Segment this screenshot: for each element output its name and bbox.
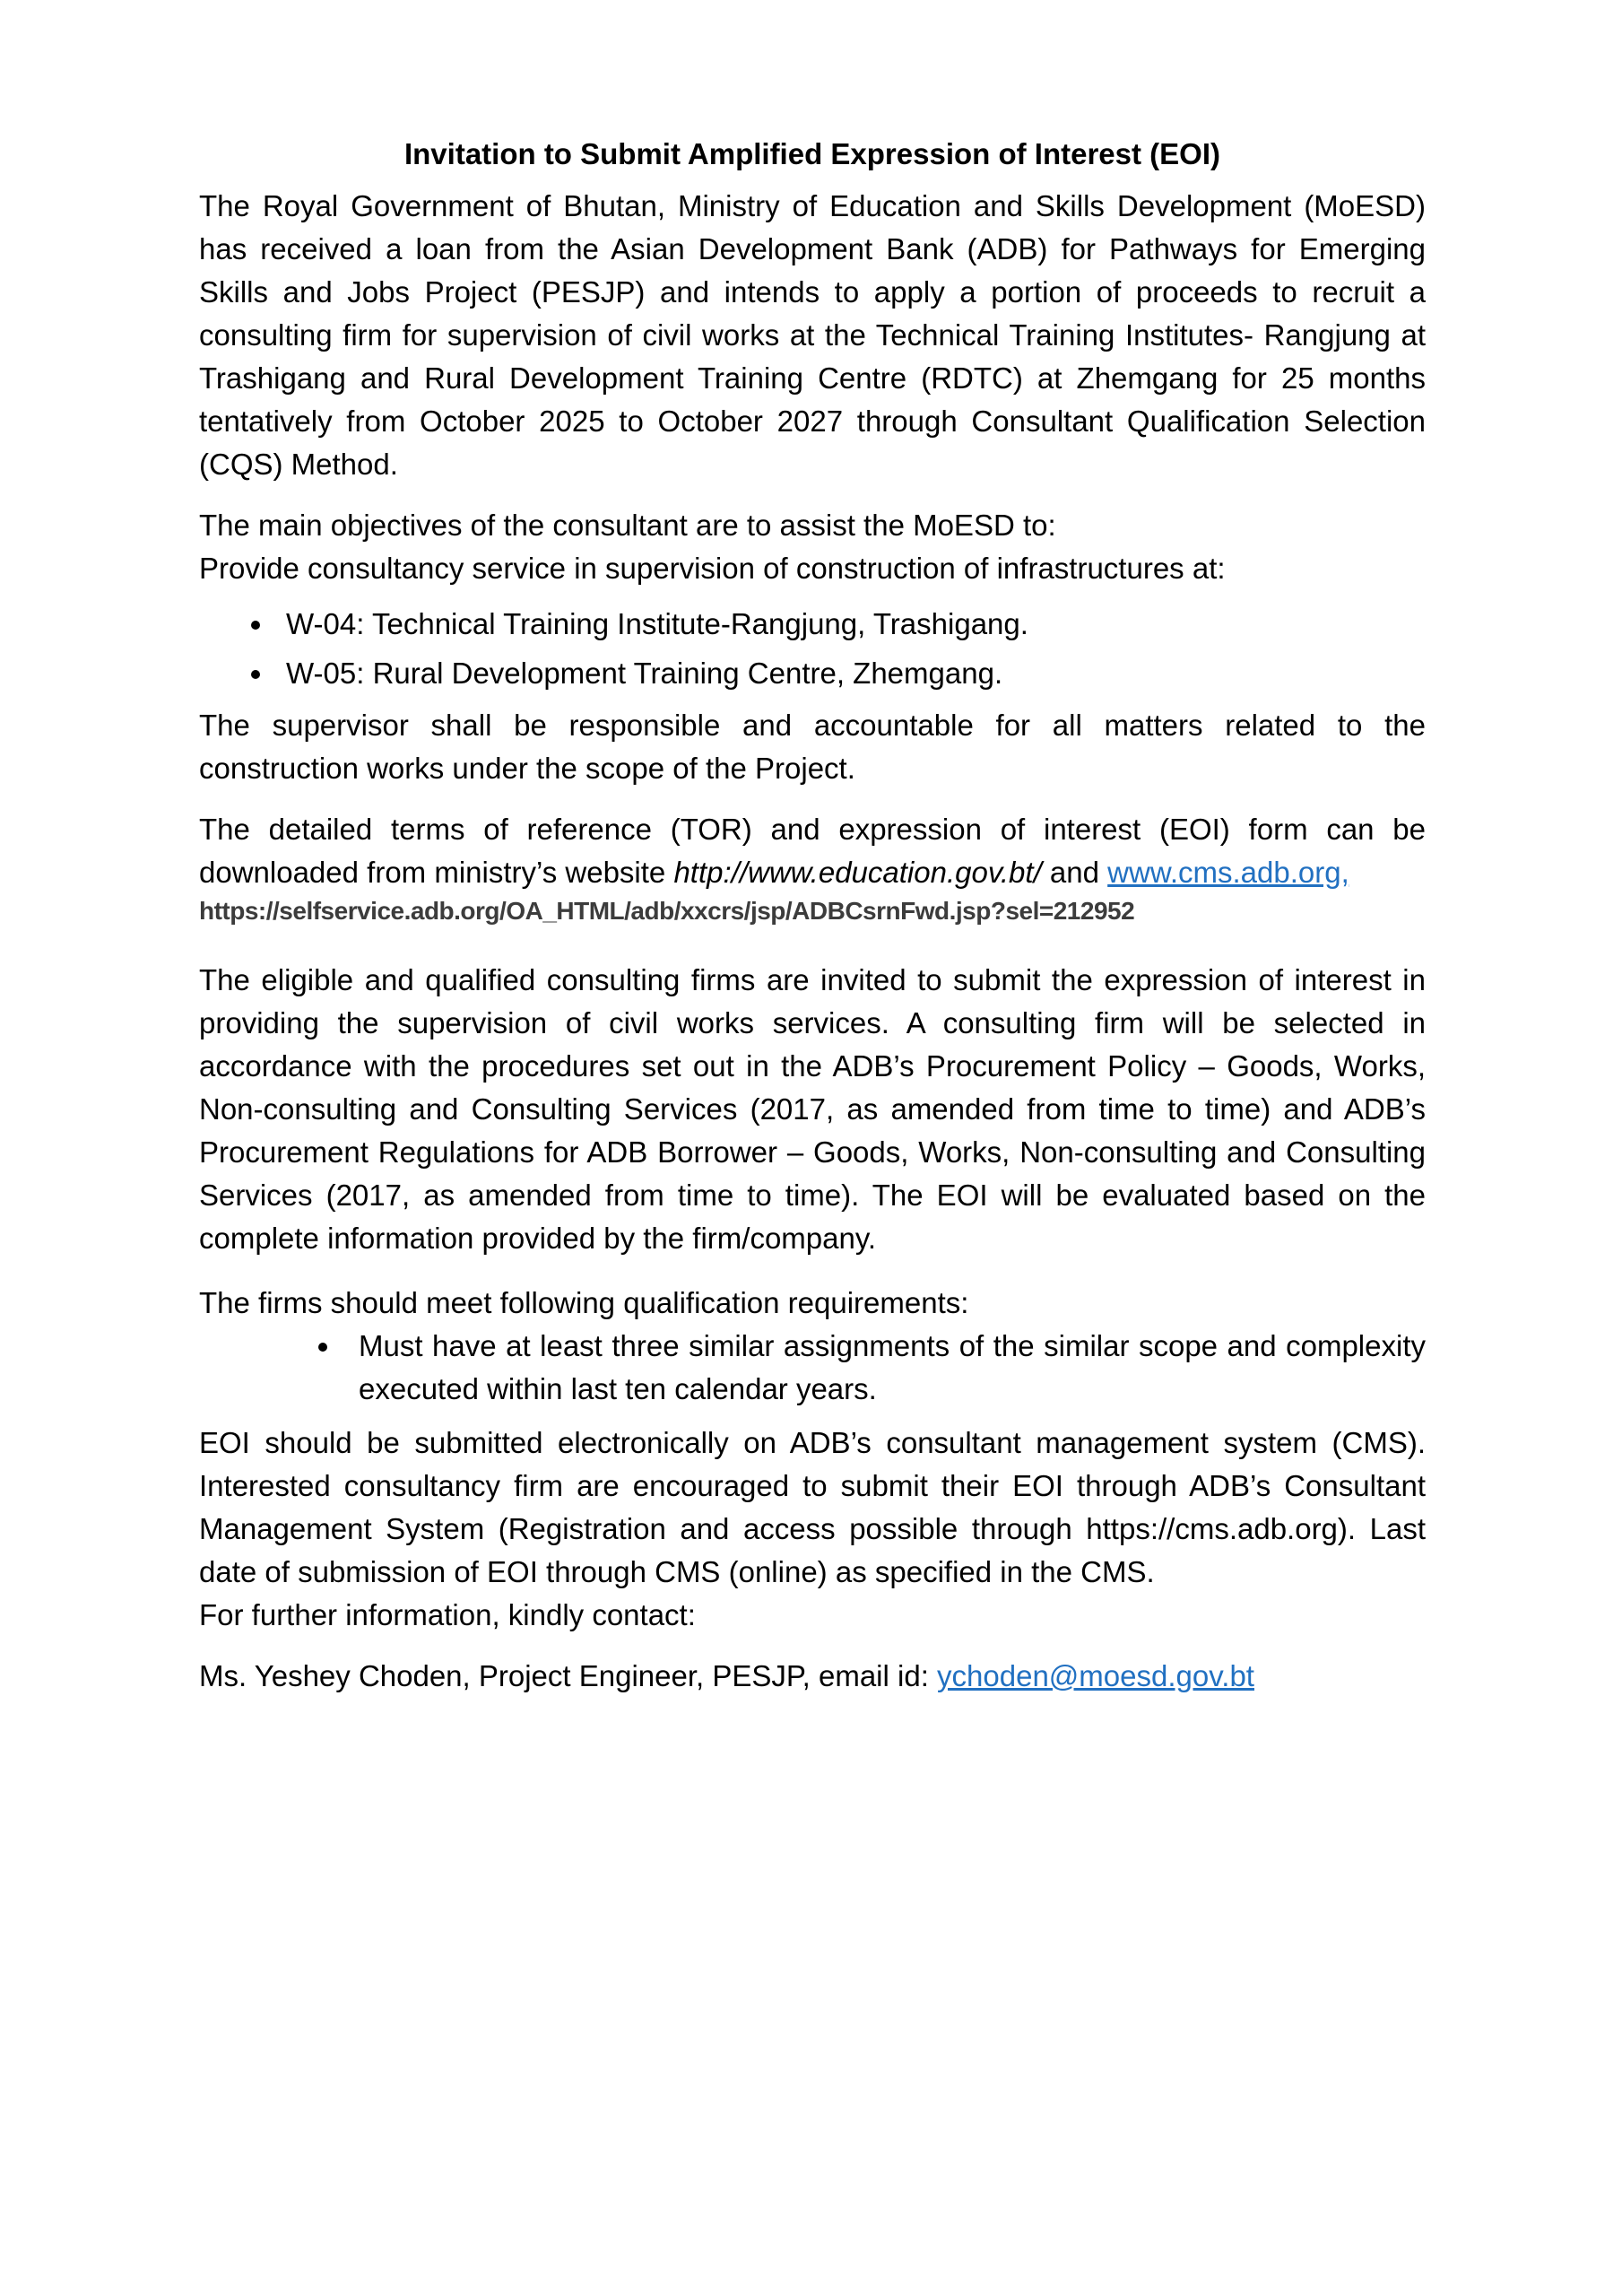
paragraph-contact — [199, 1655, 1426, 1698]
paragraph-eligibility: The eligible and qualified consulting firms are invited to submit the expression of interest in providing the supervision of civil works services. A consulting firm will be selected in accordance with the procedures set out in the ADB’s Procurement Policy – Goods, Works, Non-consulting and Consulting Services (2017, as amended from time to time) and ADB’s Procurement Regulations for ADB Borrower – Goods, Works, Non-consulting and Consulting Services (2017, as amended from time to time). The EOI will be evaluated based on the complete information provided by the firm/company. — [199, 963, 1426, 1255]
contact-email-link[interactable]: ychoden@moesd.gov.bt — [937, 1659, 1254, 1692]
qualification-list — [199, 1325, 1426, 1411]
list-item-w04: • W-04: Technical Training Institute-Rangjung, Trashigang. — [275, 603, 1426, 646]
education-website-url: http://www.education.gov.bt/ — [673, 856, 1042, 889]
paragraph-submission: EOI should be submitted electronically on ADB’s consultant management system (CMS). Interested consultancy firm are encouraged to submit their EOI through ADB’s Consultant Management System (Registration and access possible through https://cms.adb.org). Last date of submission of EOI through CMS (online) as specified in the CMS. — [199, 1426, 1426, 1588]
paragraph-supervisor-responsibility: The supervisor shall be responsible and accountable for all matters related to the construction works under the scope of the Project. — [199, 709, 1426, 785]
paragraph-project-background: The Royal Government of Bhutan, Ministry of Education and Skills Development (MoESD) has received a loan from the Asian Development Bank (ADB) for Pathways for Emerging Skills and Jobs Project (PESJP) and intends to apply a portion of proceeds to recruit a consulting firm for supervision of civil works at the Technical Training Institutes- Rangjung at Trashigang and Rural Development Training Centre (RDTC) at Zhemgang for 25 months tentatively from October 2025 to October 2027 through Consultant Qualification Selection (CQS) Method. — [199, 189, 1426, 481]
document-title: Invitation to Submit Amplified Expression of Interest (EOI) — [403, 137, 1220, 170]
objectives-line: The main objectives of the consultant are to assist the MoESD to: — [199, 509, 1056, 542]
selfservice-adb-url: https://selfservice.adb.org/OA_HTML/adb/xxcrs/jsp/ADBCsrnFwd.jsp?sel=212952 — [199, 897, 1135, 925]
tor-download-text — [199, 808, 1426, 894]
paragraph-qualification-heading: The firms should meet following qualification requirements: — [199, 1286, 969, 1319]
site-list — [199, 603, 1426, 695]
list-item-w05: • W-05: Rural Development Training Centre, Zhemgang. — [275, 652, 1426, 695]
list-item-qualification: • Must have at least three similar assignments of the similar scope and complexity executed within last ten calendar years. — [343, 1325, 1426, 1411]
cms-adb-link[interactable]: www.cms.adb.org, — [1107, 856, 1349, 889]
consultancy-service-line: Provide consultancy service in supervision of construction of infrastructures at: — [199, 552, 1226, 585]
tor-download-and: and — [1041, 856, 1108, 889]
paragraph-further-information: For further information, kindly contact: — [199, 1598, 696, 1631]
paragraph-objectives — [199, 504, 1426, 590]
contact-person-text: Ms. Yeshey Choden, Project Engineer, PESJP, email id: — [199, 1659, 938, 1692]
tor-download-prefix: The detailed terms of reference (TOR) and expression of interest (EOI) form can be downloaded from ministry’s website — [199, 813, 1426, 889]
paragraph-tor-download — [199, 808, 1426, 928]
